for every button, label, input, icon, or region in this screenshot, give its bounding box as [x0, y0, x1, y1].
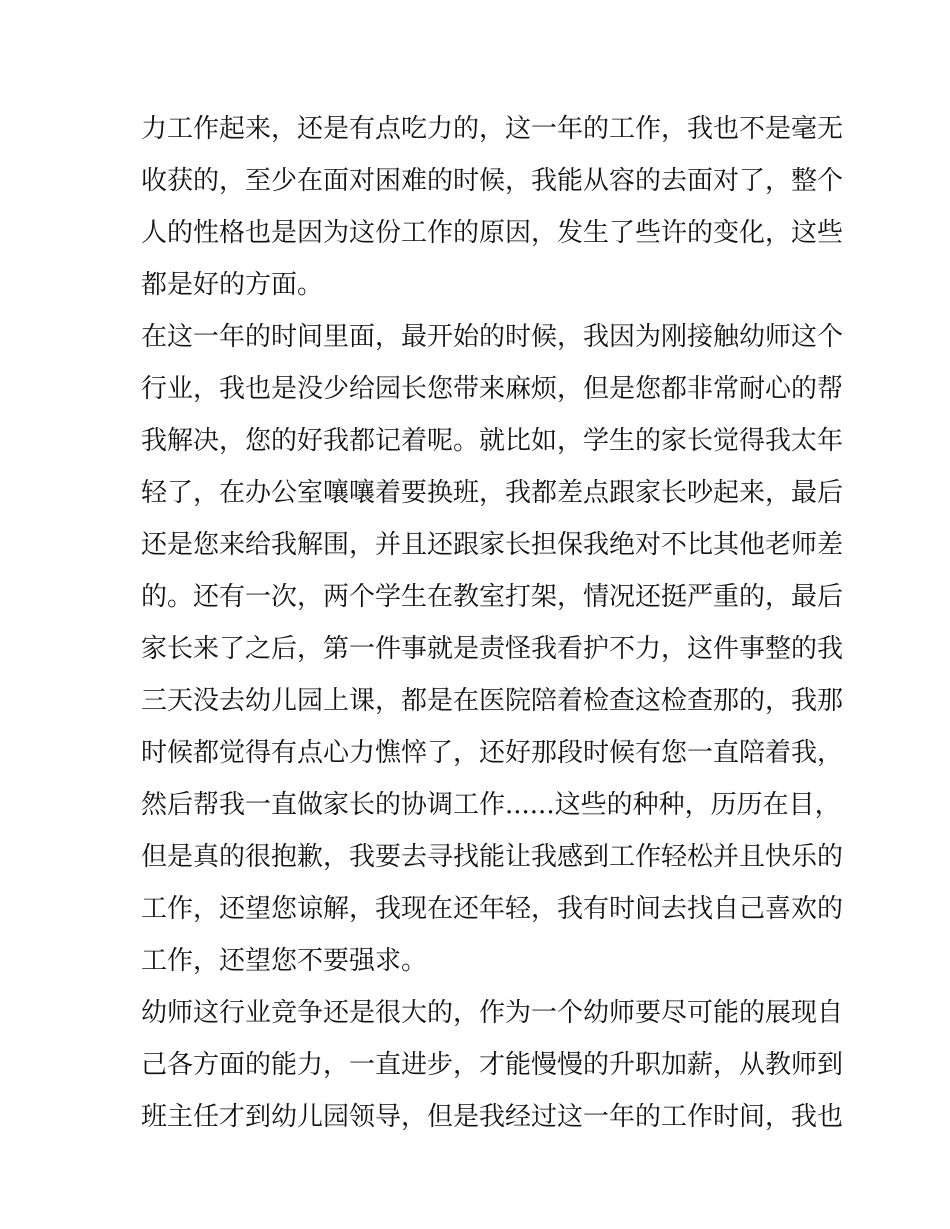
text-line: 工作，还望您不要强求。	[141, 946, 428, 976]
text-line: 还是您来给我解围，并且还跟家长担保我绝对不比其他老师差	[141, 530, 844, 560]
text-line: 三天没去幼儿园上课，都是在医院陪着检查这检查那的，我那	[141, 686, 844, 716]
text-line: 幼师这行业竞争还是很大的，作为一个幼师要尽可能的展现自	[141, 998, 844, 1028]
text-line: 但是真的很抱歉，我要去寻找能让我感到工作轻松并且快乐的	[141, 842, 844, 872]
text-line: 轻了，在办公室嚷嚷着要换班，我都差点跟家长吵起来，最后	[141, 478, 844, 508]
text-line: 都是好的方面。	[141, 270, 324, 300]
text-line: 班主任才到幼儿园领导，但是我经过这一年的工作时间，我也	[141, 1102, 844, 1132]
text-line: 时候都觉得有点心力憔悴了，还好那段时候有您一直陪着我，	[141, 738, 844, 768]
text-line: 人的性格也是因为这份工作的原因，发生了些许的变化，这些	[141, 218, 844, 248]
text-line: 家长来了之后，第一件事就是责怪我看护不力，这件事整的我	[141, 634, 844, 664]
text-line: 行业，我也是没少给园长您带来麻烦，但是您都非常耐心的帮	[141, 374, 844, 404]
text-line: 的。还有一次，两个学生在教室打架，情况还挺严重的，最后	[141, 582, 844, 612]
text-line: 我解决，您的好我都记着呢。就比如，学生的家长觉得我太年	[141, 426, 844, 456]
text-line: 己各方面的能力，一直进步，才能慢慢的升职加薪，从教师到	[141, 1050, 844, 1080]
text-line: 然后帮我一直做家长的协调工作......这些的种种，历历在目，	[141, 790, 841, 820]
text-line: 收获的，至少在面对困难的时候，我能从容的去面对了，整个	[141, 166, 844, 196]
text-line: 在这一年的时间里面，最开始的时候，我因为刚接触幼师这个	[141, 322, 844, 352]
text-line: 工作，还望您谅解，我现在还年轻，我有时间去找自己喜欢的	[141, 894, 844, 924]
text-line: 力工作起来，还是有点吃力的，这一年的工作，我也不是毫无	[141, 114, 844, 144]
